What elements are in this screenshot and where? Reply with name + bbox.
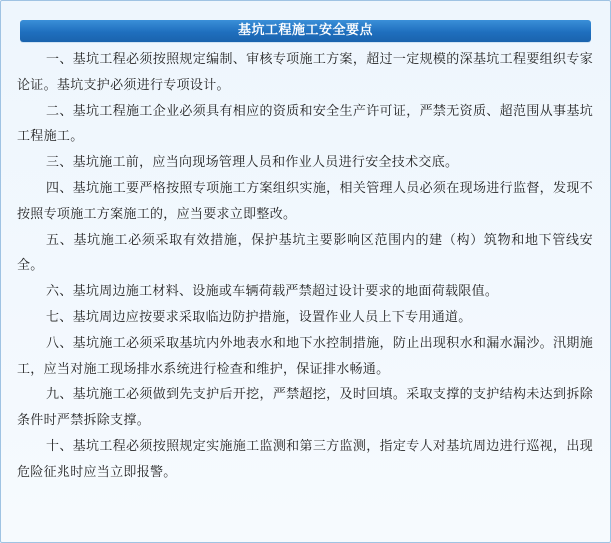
rules-list (17, 47, 593, 486)
rule-item-10: 十、基坑工程必须按照规定实施施工监测和第三方监测，指定专人对基坑周边进行巡视，出现危险征兆时应当立即报警。 (17, 438, 593, 480)
rule-item-7: 七、基坑周边应按要求采取临边防护措施，设置作业人员上下专用通道。 (46, 309, 472, 325)
title-bar (20, 20, 591, 42)
rule-item-1: 一、基坑工程必须按照规定编制、审核专项施工方案，超过一定规模的深基坑工程要组织专家论证。基坑支护必须进行专项设计。 (17, 52, 593, 93)
page-title: 基坑工程施工安全要点 (237, 23, 373, 38)
rule-item-4: 四、基坑施工要严格按照专项施工方案组织实施，相关管理人员必须在现场进行监督，发现不按照专项施工方案施工的，应当要求立即整改。 (17, 180, 593, 222)
rule-item-9: 九、基坑施工必须做到先支护后开挖，严禁超挖，及时回填。采取支撑的支护结构未达到拆除条件时严禁拆除支撑。 (17, 387, 593, 429)
rule-item-8: 八、基坑施工必须采取基坑内外地表水和地下水控制措施，防止出现积水和漏水漏沙。汛期施工，应当对施工现场排水系统进行检查和维护，保证排水畅通。 (17, 335, 593, 377)
rule-item-2: 二、基坑工程施工企业必须具有相应的资质和安全生产许可证，严禁无资质、超范围从事基坑工程施工。 (17, 103, 593, 145)
rule-item-6: 六、基坑周边施工材料、设施或车辆荷载严禁超过设计要求的地面荷载限值。 (46, 284, 499, 300)
rule-item-5: 五、基坑施工必须采取有效措施，保护基坑主要影响区范围内的建（构）筑物和地下管线安全。 (17, 232, 593, 274)
rule-item-3: 三、基坑施工前，应当向现场管理人员和作业人员进行安全技术交底。 (46, 155, 459, 171)
